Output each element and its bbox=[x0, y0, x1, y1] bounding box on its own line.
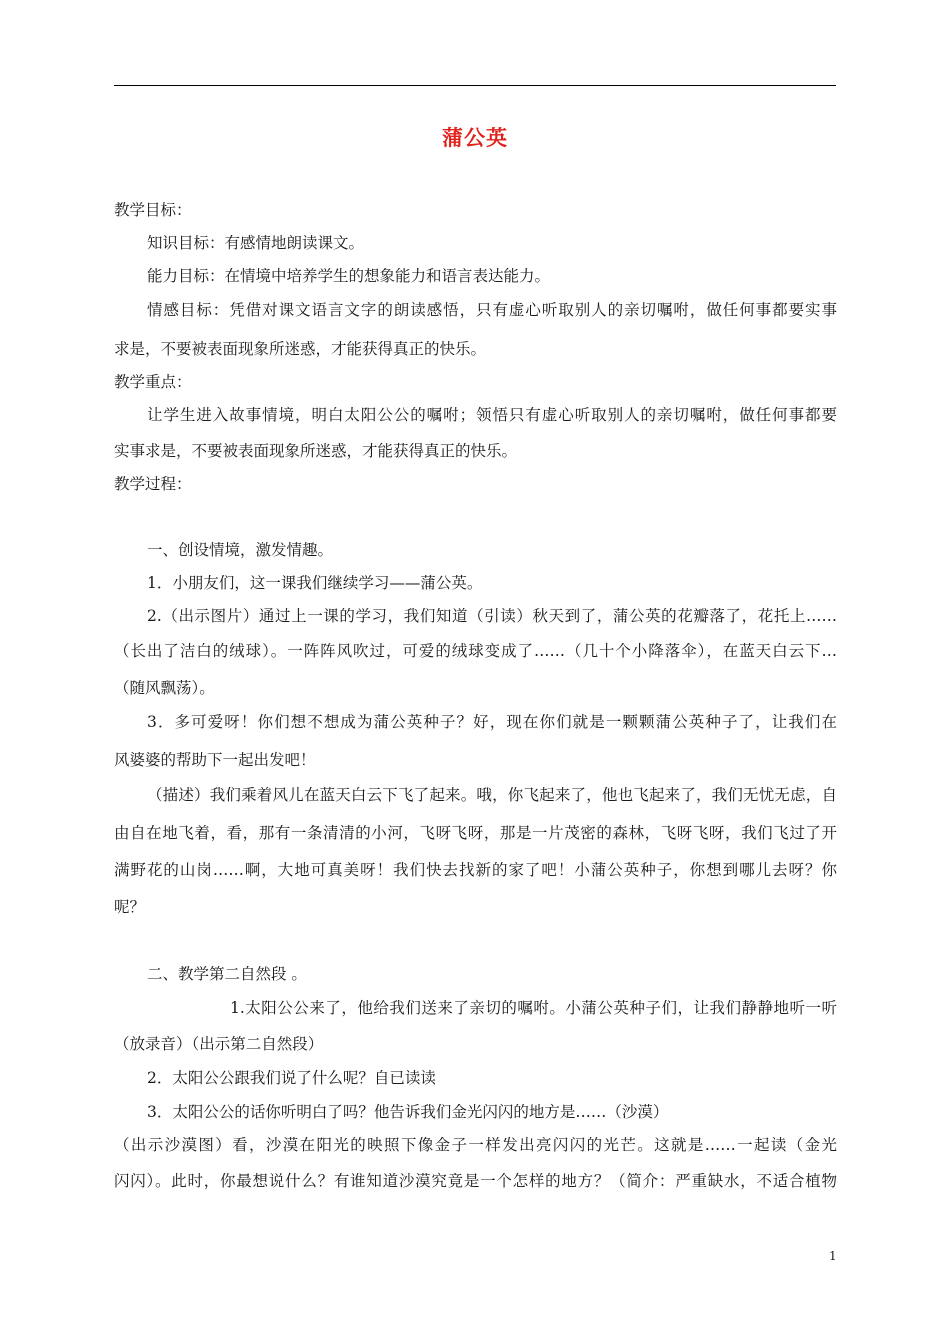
text-line: 二、教学第二自然段 。 bbox=[147, 965, 307, 983]
header-rule bbox=[114, 85, 836, 86]
text-line: （随风飘荡）。 bbox=[114, 679, 215, 697]
text-line: 满野花的山岗……啊，大地可真美呀！我们快去找新的家了吧！小蒲公英种子，你想到哪儿去呀？你 bbox=[114, 861, 837, 879]
text-line: 风婆婆的帮助下一起出发吧！ bbox=[114, 751, 316, 769]
text-line: 2.（出示图片）通过上一课的学习，我们知道（引读）秋天到了，蒲公英的花瓣落了，花托上…… bbox=[147, 607, 837, 625]
text-line: 教学目标： bbox=[114, 201, 192, 219]
text-line: 由自在地飞着，看，那有一条清清的小河，飞呀飞呀，那是一片茂密的森林，飞呀飞呀，我们飞过了开 bbox=[114, 824, 837, 842]
text-line: 1.太阳公公来了，他给我们送来了亲切的嘱咐。小蒲公英种子们，让我们静静地听一听 bbox=[230, 999, 837, 1017]
text-line: 一、创设情境，激发情趣。 bbox=[147, 541, 334, 559]
text-line: 教学过程： bbox=[114, 475, 192, 493]
page-number: 1 bbox=[829, 1249, 837, 1263]
text-line: 教学重点： bbox=[114, 373, 192, 391]
document-title: 蒲公英 bbox=[442, 126, 508, 150]
text-line: （长出了洁白的绒球）。一阵阵风吹过，可爱的绒球变成了……（几十个小降落伞），在蓝天白云下… bbox=[114, 642, 837, 660]
text-line: 3．多可爱呀！你们想不想成为蒲公英种子？好，现在你们就是一颗颗蒲公英种子了，让我们在 bbox=[147, 713, 837, 731]
text-line: （出示沙漠图）看，沙漠在阳光的映照下像金子一样发出亮闪闪的光芒。这就是……一起读（金光 bbox=[114, 1136, 837, 1154]
text-line: 求是，不要被表面现象所迷惑，才能获得真正的快乐。 bbox=[114, 340, 487, 358]
text-line: 3．太阳公公的话你听明白了吗？他告诉我们金光闪闪的地方是……（沙漠） bbox=[147, 1103, 669, 1121]
text-line: 2．太阳公公跟我们说了什么呢？自已读读 bbox=[147, 1069, 436, 1087]
text-line: （描述）我们乘着风儿在蓝天白云下飞了起来。哦，你飞起来了，他也飞起来了，我们无忧无虑，自 bbox=[147, 786, 837, 804]
text-line: 能力目标：在情境中培养学生的想象能力和语言表达能力。 bbox=[147, 267, 551, 285]
text-line: 情感目标：凭借对课文语言文字的朗读感悟，只有虚心听取别人的亲切嘱咐，做任何事都要实事 bbox=[147, 301, 837, 319]
text-line: 实事求是，不要被表面现象所迷惑，才能获得真正的快乐。 bbox=[114, 442, 518, 460]
text-line: 呢？ bbox=[114, 898, 146, 916]
text-line: 知识目标：有感情地朗读课文。 bbox=[147, 234, 365, 252]
text-line: 1．小朋友们，这一课我们继续学习——蒲公英。 bbox=[147, 574, 483, 592]
text-line: （放录音）（出示第二自然段） bbox=[114, 1035, 324, 1053]
text-line: 闪闪）。此时，你最想说什么？有谁知道沙漠究竟是一个怎样的地方？（简介：严重缺水，不适合植物 bbox=[114, 1172, 837, 1190]
text-line: 让学生进入故事情境，明白太阳公公的嘱咐；领悟只有虚心听取别人的亲切嘱咐，做任何事都要 bbox=[147, 406, 837, 424]
